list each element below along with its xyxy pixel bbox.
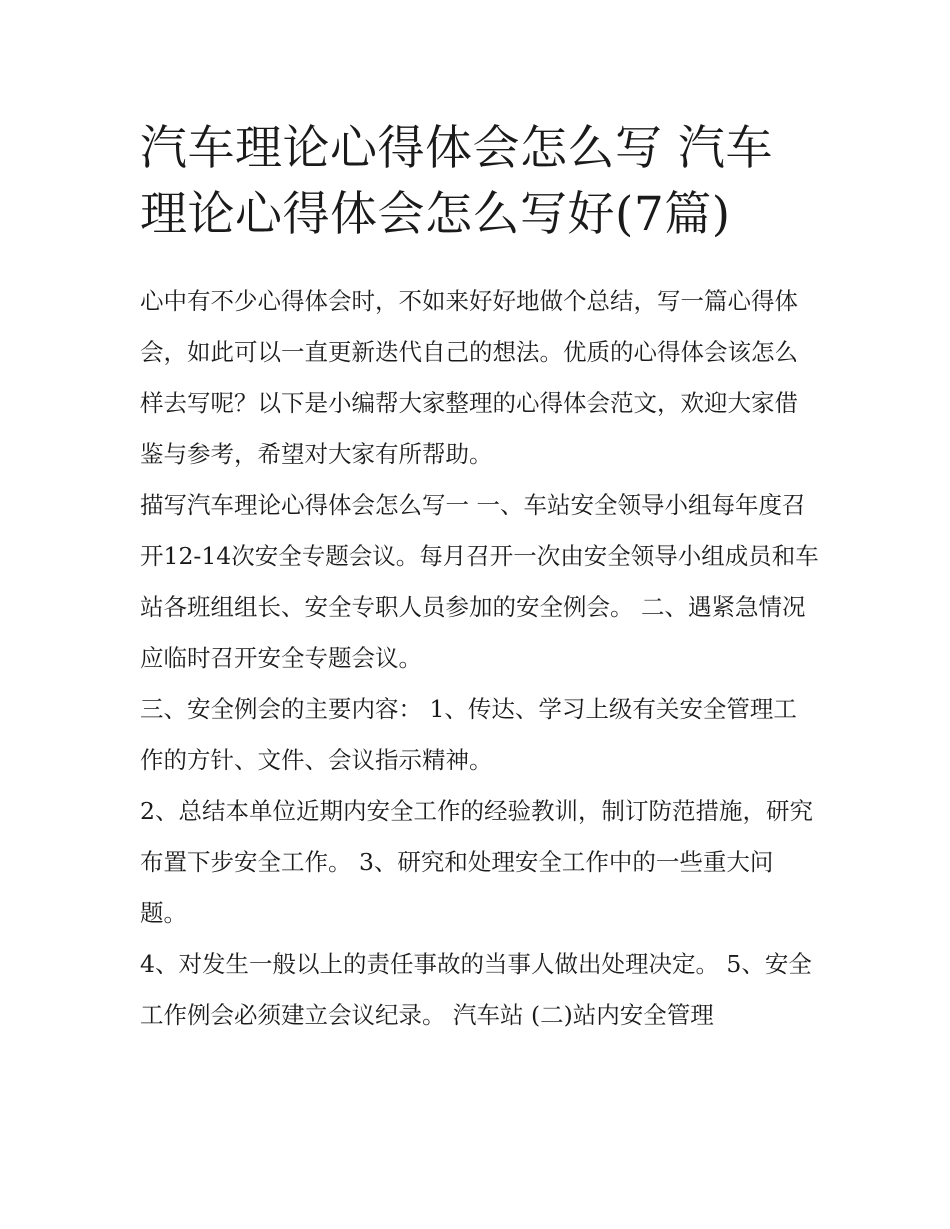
paragraph-summary: 2、总结本单位近期内安全工作的经验教训，制订防范措施，研究布置下步安全工作。 3、研究和处理安全工作中的一些重大问题。	[140, 797, 813, 927]
paragraph-decisions: 4、对发生一般以上的责任事故的当事人做出处理决定。 5、安全工作例会必须建立会议纪录。 汽车站 (二)站内安全管理	[140, 950, 812, 1029]
paragraph-intro: 心中有不少心得体会时，不如来好好地做个总结，写一篇心得体会，如此可以一直更新迭代自己的想法。优质的心得体会该怎么样去写呢？以下是小编帮大家整理的心得体会范文，欢迎大家借鉴与参考，希望对大家有所帮助。	[140, 287, 798, 468]
paragraph-section-one-heading: 描写汽车理论心得体会怎么写一 一、车站安全领导小组每年度召	[140, 491, 806, 519]
document-body	[140, 276, 820, 1041]
paragraph-meetings: 开12-14次安全专题会议。每月召开一次由安全领导小组成员和车站各班组组长、安全专职人员参加的安全例会。 二、遇紧急情况应临时召开安全专题会议。	[140, 542, 819, 672]
document-title: 汽车理论心得体会怎么写 汽车理论心得体会怎么写好(7篇)	[140, 121, 773, 242]
paragraph-meeting-content: 三、安全例会的主要内容： 1、传达、学习上级有关安全管理工作的方针、文件、会议指示精神。	[140, 695, 797, 774]
